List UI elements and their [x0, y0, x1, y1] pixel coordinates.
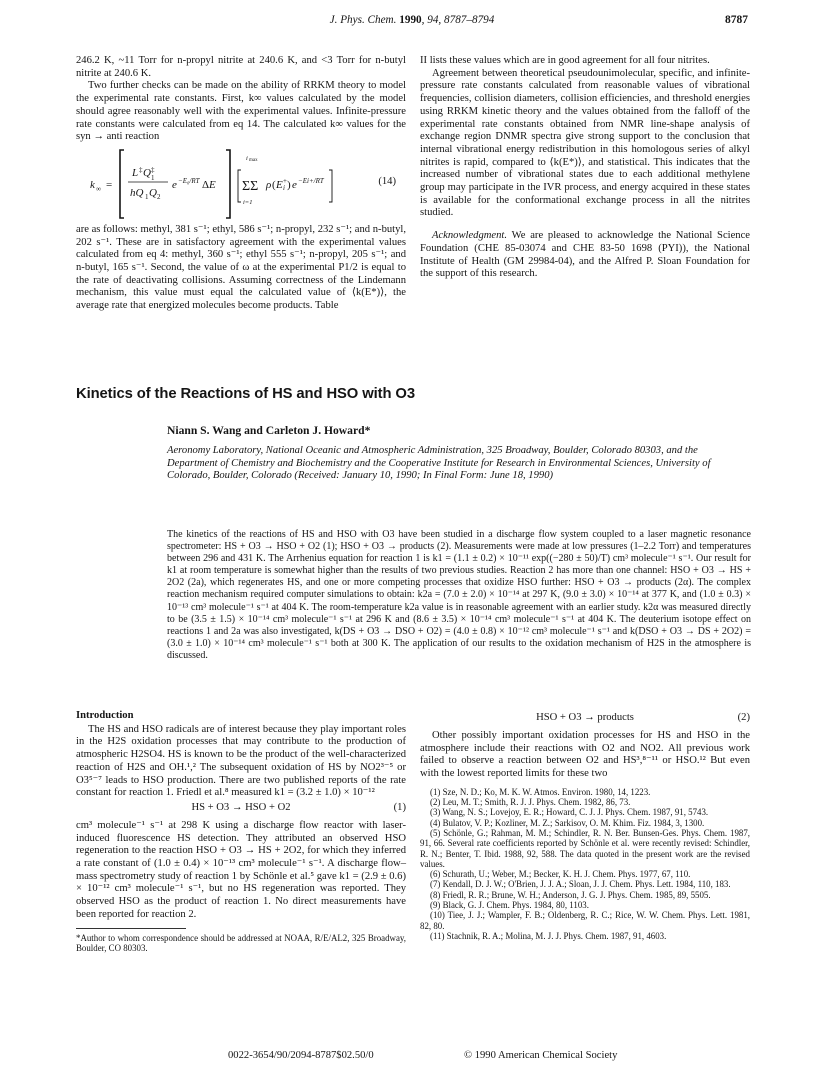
svg-text:Δ: Δ [202, 178, 210, 191]
paragraph: Agreement between theoretical pseudounimolecular, specific, and infinite-pressure rate constants calculated from reasonable values of vibrational frequencies, collision diameters, collision efficiencies, and threshold energies using RRKM kinetic theory and the values obtained from the falloff of the experimental rate constants obtained from NMR line-shape analysis of exchange region DNMR spectra give strong support to the conclusion that internal vibrational energy redistribution in this homologous series of alkyl nitrites is rapid, compared to ⟨k(E*)⟩, and statistical. This indicates that the increased number of vibrational states due to each additional methylene group may participate in the IVR process, and energy acquired in these states is available for the conformational exchange process in all the nitrites studied. [420, 67, 750, 219]
svg-text:): ) [287, 178, 291, 191]
svg-text:ΣΣ: ΣΣ [242, 178, 259, 194]
svg-text:L: L [132, 166, 139, 179]
svg-text:(: ( [272, 178, 276, 191]
svg-text:+: + [283, 176, 287, 185]
paragraph: The HS and HSO radicals are of interest because they play important roles in the H2S oxidation processes that may contribute to the production of atmospheric H2SO4. HS is known to be the product of the well-characterized reaction of H2S and OH.¹,² The subsequent oxidation of HS by NO2³⁻⁵ or O3⁵⁻⁷ leads to HSO production. There are two published reports of the rate constant for reaction 1. Friedl et al.⁸ measured k1 = (3.2 ± 1.0) × 10⁻¹² [76, 723, 406, 799]
svg-text:ρ: ρ [266, 178, 272, 191]
reference-item: (3) Wang, N. S.; Lovejoy, E. R.; Howard, C. J. J. Phys. Chem. 1987, 91, 5743. [430, 807, 709, 818]
reference-item: (4) Bulatov, V. P.; Kozliner, M. Z.; Sarkisov, O. M. Khim. Fiz. 1984, 3, 1300. [430, 817, 705, 828]
equation-14-graphic [76, 146, 406, 222]
svg-text:k: k [90, 178, 95, 191]
footnote-rule [76, 928, 186, 929]
article-title: Kinetics of the Reactions of HS and HSO with O3 [76, 386, 415, 402]
section-heading: Introduction [76, 710, 134, 721]
reference-item: (6) Schurath, U.; Weber, M.; Becker, K. H. J. Chem. Phys. 1977, 67, 110. [430, 869, 691, 880]
svg-text:i: i [246, 154, 248, 162]
copyright: © 1990 American Chemical Society [464, 1050, 618, 1061]
svg-text:1: 1 [151, 173, 155, 182]
left-column-bottom [76, 710, 406, 953]
svg-text:−Ei+/RT: −Ei+/RT [298, 176, 324, 185]
reference-item: (7) Kendall, D. J. W.; O'Brien, J. J. A.; Sloan, J. J. Chem. Phys. Lett. 1984, 110, 183. [430, 879, 731, 890]
svg-text:Q: Q [149, 186, 157, 199]
svg-text:Q: Q [143, 166, 151, 179]
equation-number: (14) [378, 175, 396, 187]
reference-item: (5) Schönle, G.; Rahman, M. M.; Schindler, R. N. Ber. Bunsen-Ges. Phys. Chem. 1987, 91, 66. Several rate coefficients reported by Schönle et al. were recently revised: Schindler, R. N.; Benter, T. Ibid. 1988, 92, 588. The data quoted in the present work are the revised values. [420, 828, 750, 869]
journal-volume: 94 [427, 14, 439, 26]
acknowledgment [420, 230, 750, 281]
reference-item: (10) Tiee, J. J.; Wampler, F. B.; Oldenberg, R. C.; Rice, W. W. Chem. Phys. Lett. 1981, 82, 80. [420, 910, 750, 931]
paragraph: Other possibly important oxidation processes for HS and HSO in the atmosphere include their reactions with O2 and NO2. All previous work failed to observe a reaction between O2 and HS³,⁸⁻¹¹ or HSO.¹² But even with the lowest reported limits for these two [420, 730, 750, 780]
svg-text:∞: ∞ [96, 184, 101, 193]
right-column-bottom [420, 710, 750, 941]
svg-text:E: E [209, 178, 216, 191]
journal-name: J. Phys. Chem. [329, 14, 397, 26]
reference-item: (2) Leu, M. T.; Smith, R. J. J. Phys. Chem. 1982, 86, 73. [430, 797, 631, 808]
article-code: 0022-3654/90/2094-8787$02.50/0 [228, 1050, 374, 1061]
paragraph: Two further checks can be made on the ability of RRKM theory to model the experimental rate constants. First, k∞ values calculated by the model should agree reasonably well with the experimental values. Infinite-pressure rate constants were calculated from eq 14. The calculated k∞ values for the syn → anti reaction [76, 80, 406, 143]
author-footnote: *Author to whom correspondence should be addressed at NOAA, R/E/AL2, 325 Broadway, Boulder, CO 80303. [76, 932, 406, 953]
paragraph: cm³ molecule⁻¹ s⁻¹ at 298 K using a discharge flow reactor with laser-induced fluorescence HS detection. They attributed an observed HSO regeneration to the reaction HSO + O3 → HS + 2O2, for which they inferred a rate constant of (1.0 ± 0.4) × 10⁻¹³ cm³ molecule⁻¹ s⁻¹. A discharge flow–mass spectrometry study of reaction 1 by Schönle et al.⁵ gave k1 = (2.9 ± 0.6) × 10⁻¹² cm³ molecule⁻¹ s⁻¹, but no HS regeneration was reported. They observed HSO as the product of reaction 1. No direct measurements have been reported for reaction 2. [76, 819, 406, 920]
right-column-top [420, 55, 750, 281]
svg-text:E: E [276, 178, 283, 191]
svg-text:i: i [283, 183, 285, 192]
acknowledgment-text: We are pleased to acknowledge the National Science Foundation (CHE 85-03074 and CHE 83-50 1698 (PYI)), the National Institute of Health (GM 29984-04), and the Alfred P. Sloan Foundation for the support of this research. [420, 230, 750, 280]
article-affiliation: Aeronomy Laboratory, National Oceanic and Atmospheric Administration, 325 Broadway, Boulder, Colorado 80303, and the Department of Chemistry and Biochemistry and the Cooperative Institute for Research in Environmental Sciences, University of Colorado, Boulder, Colorado (Received: January 10, 1990; In Final Form: June 18, 1990) [167, 445, 711, 482]
svg-text:e: e [292, 178, 297, 191]
equation-1-text: HS + O3 → HSO + O2 [191, 801, 291, 813]
svg-text:−E₀/RT: −E₀/RT [178, 176, 200, 185]
left-column-top [76, 55, 406, 313]
equation-14 [76, 146, 406, 222]
svg-text:‡: ‡ [139, 165, 143, 174]
journal-pages: 8787–8794 [444, 14, 495, 26]
paragraph: are as follows: methyl, 381 s⁻¹; ethyl, 586 s⁻¹; n-propyl, 232 s⁻¹; and n-butyl, 202 s⁻¹. These are in satisfactory agreement with the experimental values calculated from eq 4: methyl, 360 s⁻¹; ethyl 555 s⁻¹; n-propyl, 205 s⁻¹; and n-butyl, 165 s⁻¹. Second, the value of ω at the experimental P1/2 is equal to the rate of deactivating collisions. Assuming correctness of the Lindemann mechanism, this value must equal the calculated value of ⟨k(E*)⟩, the average rate that energized molecules become products. Table [76, 223, 406, 312]
reference-list [420, 787, 750, 941]
journal-year: 1990 [399, 14, 422, 26]
reference-item: (8) Friedl, R. R.; Brune, W. H.; Anderson, J. G. J. Phys. Chem. 1985, 89, 5505. [430, 889, 711, 900]
equation-2-number: (2) [737, 712, 750, 723]
article-authors: Niann S. Wang and Carleton J. Howard* [167, 424, 371, 437]
reference-item: (11) Stachnik, R. A.; Molina, M. J. J. Phys. Chem. 1987, 91, 4603. [430, 930, 667, 941]
svg-text:=: = [106, 178, 113, 191]
equation-1-number: (1) [393, 801, 406, 813]
svg-text:2: 2 [157, 192, 161, 201]
running-header: J. Phys. Chem. 1990, 94, 8787–8794 8787 [329, 14, 748, 26]
paragraph: 246.2 K, ~11 Torr for n-propyl nitrite at 240.6 K, and <3 Torr for n-butyl nitrite at 240.6 K. [76, 55, 406, 79]
page-number: 8787 [725, 14, 748, 26]
svg-text:i=1: i=1 [243, 198, 253, 206]
svg-text:hQ: hQ [130, 186, 144, 199]
svg-text:1: 1 [145, 192, 149, 201]
equation-2 [420, 712, 750, 728]
paragraph: II lists these values which are in good agreement for all four nitrites. [420, 55, 710, 66]
equation-2-text: HSO + O3 → products [536, 712, 634, 723]
reference-item: (1) Sze, N. D.; Ko, M. K. W. Atmos. Environ. 1980, 14, 1223. [430, 786, 651, 797]
svg-text:‡: ‡ [151, 165, 155, 174]
svg-text:e: e [172, 178, 177, 191]
reference-item: (9) Black, G. J. Chem. Phys. 1984, 80, 1103. [430, 900, 589, 911]
article-abstract: The kinetics of the reactions of HS and HSO with O3 have been studied in a discharge flow system coupled to a laser magnetic resonance spectrometer: HS + O3 → HSO + O2 (1); HSO + O3 → products (2). Measurements were made at low pressures (1–2.2 Torr) and temperatures between 296 and 431 K. The Arrhenius equation for reaction 1 is k1 = (1.1 ± 0.2) × 10⁻¹¹ exp((−280 ± 50)/T) cm³ molecule⁻¹ s⁻¹. Our result for k1 at room temperature is somewhat higher than the results of two previous studies. Reaction 2 has more than one channel: HSO + O3 → HS + 2O2 (2a), which regenerates HS, and one or more competing processes that oxidize HSO further: HSO + O3 → products (2α). The complex reaction mechanism required computer simulations to obtain: k2a = (7.0 ± 2.0) × 10⁻¹⁴ at 297 K, (9.0 ± 3.0) × 10⁻¹⁴ at 377 K, and (1.0 ± 0.3) × 10⁻¹³ cm³ molecule⁻¹ s⁻¹ at 404 K. The room-temperature k2a value is in reasonable agreement with an earlier study. k2α was measured directly to be (3.5 ± 1.5) × 10⁻¹⁴ cm³ molecule⁻¹ s⁻¹ at 296 K and (8.6 ± 3.5) × 10⁻¹⁴ cm³ molecule⁻¹ s⁻¹ at 404 K. The deuterium isotope effect on reactions 1 and 2a was also investigated, k(DS + O3 → DSO + O2) = (4.0 ± 0.8) × 10⁻¹² cm³ molecule⁻¹ s⁻¹ and k(DSO + O3 → DS + 2O2) = (3.0 ± 1.0) × 10⁻¹⁴ cm³ molecule⁻¹ s⁻¹ both at 300 K. The application of our results to the oxidation mechanism of H2S in the atmosphere is discussed. [167, 529, 751, 661]
acknowledgment-label: Acknowledgment. [432, 230, 508, 242]
svg-text:max: max [249, 157, 258, 163]
equation-1 [76, 802, 406, 818]
